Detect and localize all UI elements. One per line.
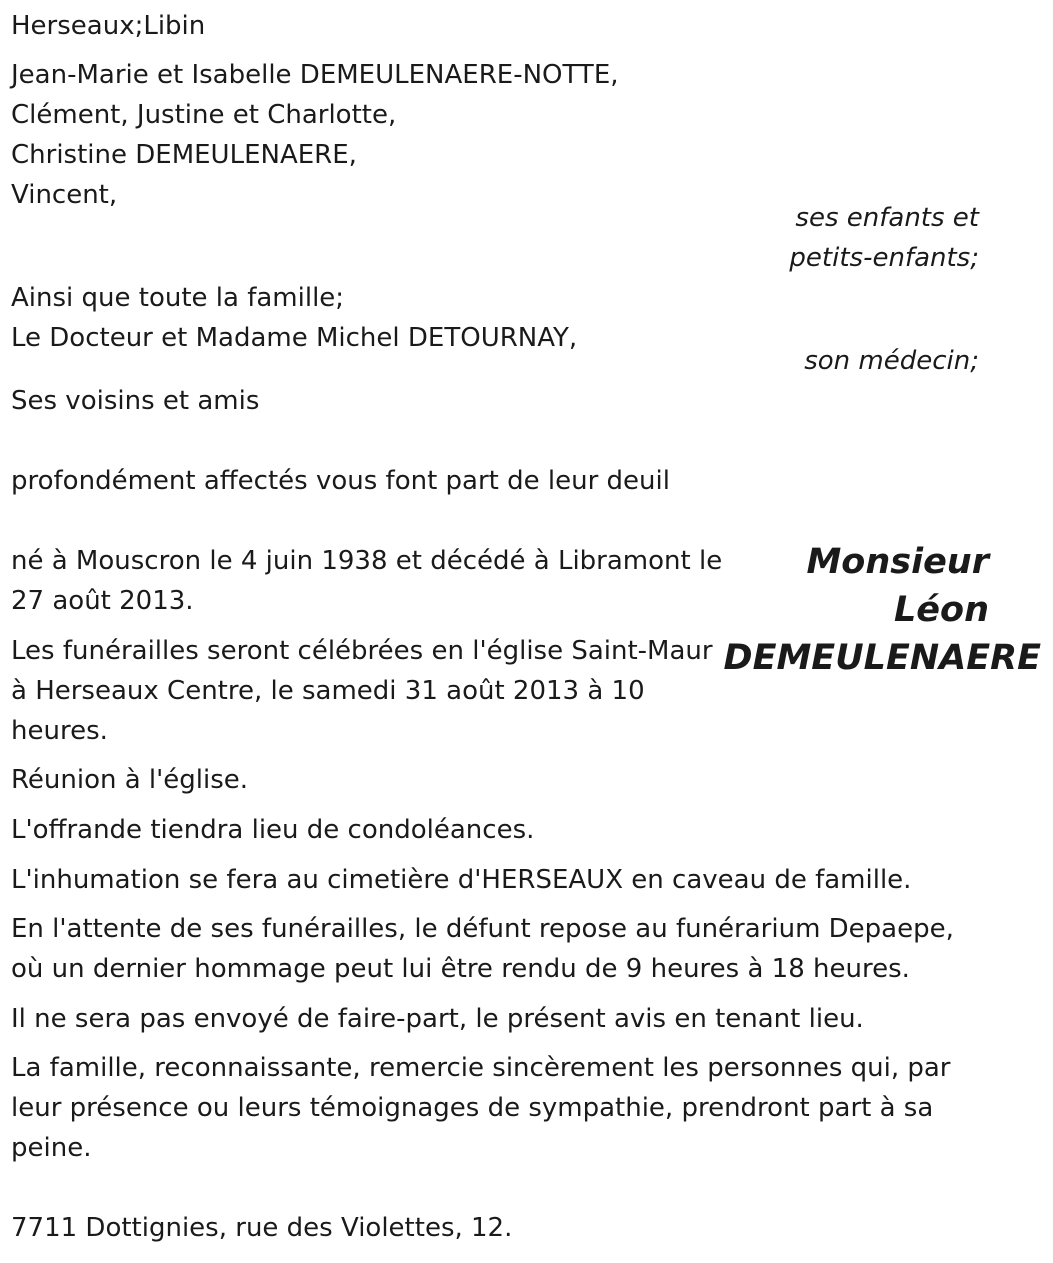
rest-line-1: En l'attente de ses funérailles, le défunt repose au funérarium Depaepe,	[11, 914, 954, 944]
meeting-line: Réunion à l'église.	[11, 765, 249, 795]
funeral-line-1: Les funérailles seront célébrées en l'église Saint-Maur	[11, 636, 713, 666]
deceased-first-name: Léon	[893, 590, 989, 630]
deceased-title: Monsieur	[806, 542, 989, 582]
doctor-line: Le Docteur et Madame Michel DETOURNAY,	[11, 323, 578, 353]
birth-death-line-2: 27 août 2013.	[11, 586, 194, 616]
obituary-notice	[11, 0, 1041, 1263]
offering-line: L'offrande tiendra lieu de condoléances.	[11, 815, 535, 845]
family-line-4: Vincent,	[11, 180, 118, 210]
rest-line-2: où un dernier hommage peut lui être rendu de 9 heures à 18 heures.	[11, 954, 910, 984]
thanks-line-1: La famille, reconnaissante, remercie sincèrement les personnes qui, par	[11, 1053, 951, 1083]
family-role-line-2: petits-enfants;	[789, 243, 979, 273]
whole-family-line: Ainsi que toute la famille;	[11, 283, 345, 313]
burial-line: L'inhumation se fera au cimetière d'HERSEAUX en caveau de famille.	[11, 865, 912, 895]
deceased-name-block	[724, 538, 1041, 682]
birth-death-line-1: né à Mouscron le 4 juin 1938 et décédé à Libramont le	[11, 546, 723, 576]
no-notice-line: Il ne sera pas envoyé de faire-part, le présent avis en tenant lieu.	[11, 1004, 864, 1034]
doctor-role: son médecin;	[804, 346, 979, 376]
family-line-3: Christine DEMEULENAERE,	[11, 140, 357, 170]
family-line-1: Jean-Marie et Isabelle DEMEULENAERE-NOTTE,	[11, 60, 619, 90]
thanks-line-3: peine.	[11, 1133, 92, 1163]
funeral-line-2: à Herseaux Centre, le samedi 31 août 2013 à 10	[11, 676, 645, 706]
thanks-line-2: leur présence ou leurs témoignages de sympathie, prendront part à sa	[11, 1093, 934, 1123]
address-line: 7711 Dottignies, rue des Violettes, 12.	[11, 1213, 513, 1243]
neighbors-line: Ses voisins et amis	[11, 386, 260, 416]
announcement-line: profondément affectés vous font part de leur deuil	[11, 466, 670, 496]
funeral-line-3: heures.	[11, 716, 108, 746]
family-role-line-1: ses enfants et	[795, 203, 979, 233]
family-line-2: Clément, Justine et Charlotte,	[11, 100, 397, 130]
location-heading: Herseaux;Libin	[11, 11, 206, 41]
deceased-last-name: DEMEULENAERE	[723, 638, 1041, 678]
